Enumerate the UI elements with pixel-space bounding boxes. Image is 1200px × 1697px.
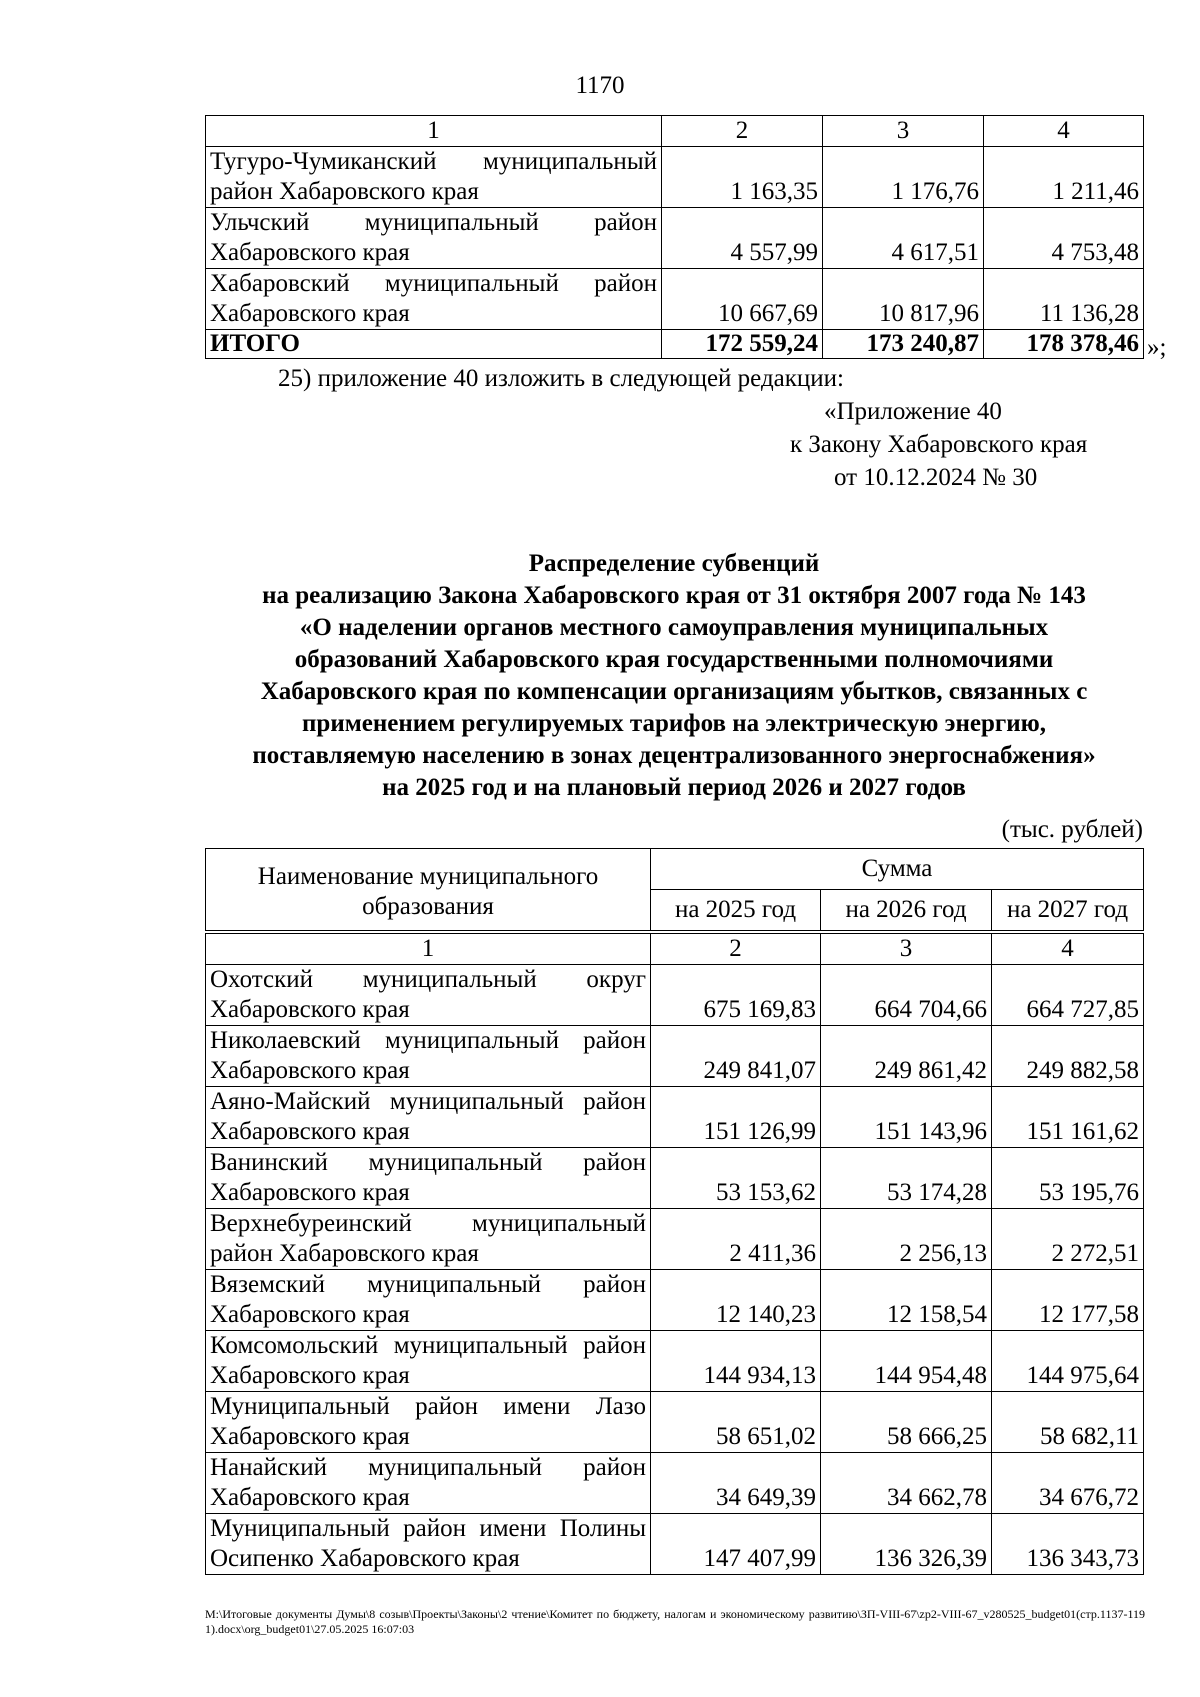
file-path-footer: М:\Итоговые документы Думы\8 созыв\Проекты\Законы\2 чтение\Комитет по бюджету, налогам и экономическому развитию\ЗП-VIII-67\zp2-VIII-67_v280525_budget01(стр.1137-1191).docx\org_budget01\27.05.2025 16:07:03 (205, 1607, 1145, 1636)
value-2026: 144 954,48 (821, 1331, 992, 1392)
table-row (206, 208, 1144, 269)
subsidy-table (205, 848, 1144, 1575)
value-2025: 58 651,02 (651, 1392, 821, 1453)
col-number: 3 (823, 116, 984, 147)
municipality-name: Муниципальный район имени Лазо Хабаровского края (206, 1392, 651, 1453)
table-row (206, 147, 1144, 208)
header-2026: на 2026 год (821, 890, 992, 933)
total-2025: 172 559,24 (662, 330, 823, 359)
value-2025: 2 411,36 (651, 1209, 821, 1270)
total-row (206, 330, 1144, 359)
value-2026: 53 174,28 (821, 1148, 992, 1209)
col-number: 1 (206, 116, 662, 147)
title-line: Распределение субвенций (528, 550, 820, 577)
value-2026: 136 326,39 (821, 1514, 992, 1575)
total-2026: 173 240,87 (823, 330, 984, 359)
appendix-line: к Закону Хабаровского края (790, 431, 1088, 458)
header-sum: Сумма (651, 849, 1144, 890)
value-2026: 1 176,76 (823, 147, 984, 208)
table-row (206, 1148, 1144, 1209)
value-2025: 1 163,35 (662, 147, 823, 208)
amendment-instruction: 25) приложение 40 изложить в следующей редакции: (278, 365, 844, 392)
municipality-name: Нанайский муниципальный район Хабаровского края (206, 1453, 651, 1514)
value-2027: 34 676,72 (992, 1453, 1144, 1514)
table-row (206, 1087, 1144, 1148)
municipality-name: Ульчский муниципальный район Хабаровского края (206, 208, 662, 269)
header-2027: на 2027 год (992, 890, 1144, 933)
value-2027: 664 727,85 (992, 965, 1144, 1026)
value-2027: 58 682,11 (992, 1392, 1144, 1453)
title-line: поставляемую населению в зонах децентрализованного энергоснабжения» (252, 742, 1096, 769)
table-row (206, 269, 1144, 330)
total-label: ИТОГО (206, 330, 662, 359)
table-row (206, 1392, 1144, 1453)
value-2027: 151 161,62 (992, 1087, 1144, 1148)
col-number: 4 (992, 932, 1144, 965)
header-2025: на 2025 год (651, 890, 821, 933)
municipality-name: Верхнебуреинский муниципальный район Хабаровского края (206, 1209, 651, 1270)
title-line: Хабаровского края по компенсации организациям убытков, связанных с (260, 678, 1088, 705)
table-row (206, 1026, 1144, 1087)
total-2027: 178 378,46 (984, 330, 1144, 359)
col-number: 2 (662, 116, 823, 147)
value-2025: 10 667,69 (662, 269, 823, 330)
value-2025: 34 649,39 (651, 1453, 821, 1514)
value-2025: 675 169,83 (651, 965, 821, 1026)
value-2027: 53 195,76 (992, 1148, 1144, 1209)
value-2027: 4 753,48 (984, 208, 1144, 269)
column-number-row (206, 932, 1144, 965)
value-2026: 10 817,96 (823, 269, 984, 330)
unit-label: (тыс. рублей) (1001, 816, 1143, 843)
value-2026: 664 704,66 (821, 965, 992, 1026)
value-2026: 2 256,13 (821, 1209, 992, 1270)
col-number: 2 (651, 932, 821, 965)
table-header-row (206, 849, 1144, 890)
value-2025: 147 407,99 (651, 1514, 821, 1575)
municipality-name: Николаевский муниципальный район Хабаровского края (206, 1026, 651, 1087)
closing-quote: »; (1147, 334, 1167, 361)
municipality-name: Тугуро-Чумиканский муниципальный район Хабаровского края (206, 147, 662, 208)
appendix-line: от 10.12.2024 № 30 (834, 464, 1038, 491)
value-2027: 136 343,73 (992, 1514, 1144, 1575)
value-2025: 53 153,62 (651, 1148, 821, 1209)
value-2027: 144 975,64 (992, 1331, 1144, 1392)
table-row (206, 1270, 1144, 1331)
value-2026: 4 617,51 (823, 208, 984, 269)
col-number: 3 (821, 932, 992, 965)
table-row (206, 1331, 1144, 1392)
value-2026: 249 861,42 (821, 1026, 992, 1087)
value-2025: 151 126,99 (651, 1087, 821, 1148)
table-row (206, 965, 1144, 1026)
title-line: на реализацию Закона Хабаровского края от 31 октября 2007 года № 143 (262, 582, 1086, 609)
page-number: 1170 (575, 72, 625, 99)
title-line: «О наделении органов местного самоуправления муниципальных (299, 614, 1049, 641)
value-2025: 144 934,13 (651, 1331, 821, 1392)
appendix-line: «Приложение 40 (824, 398, 1002, 425)
value-2027: 11 136,28 (984, 269, 1144, 330)
value-2027: 249 882,58 (992, 1026, 1144, 1087)
table-header-row (206, 116, 1144, 147)
continued-table (205, 115, 1144, 359)
value-2026: 151 143,96 (821, 1087, 992, 1148)
value-2026: 12 158,54 (821, 1270, 992, 1331)
col-number: 1 (206, 932, 651, 965)
municipality-name: Охотский муниципальный округ Хабаровского края (206, 965, 651, 1026)
value-2026: 34 662,78 (821, 1453, 992, 1514)
col-number: 4 (984, 116, 1144, 147)
value-2025: 4 557,99 (662, 208, 823, 269)
value-2025: 12 140,23 (651, 1270, 821, 1331)
title-line: на 2025 год и на плановый период 2026 и 2027 годов (382, 774, 966, 801)
value-2025: 249 841,07 (651, 1026, 821, 1087)
title-line: образований Хабаровского края государственными полномочиями (294, 646, 1054, 673)
value-2027: 1 211,46 (984, 147, 1144, 208)
municipality-name: Муниципальный район имени Полины Осипенко Хабаровского края (206, 1514, 651, 1575)
table-row (206, 1514, 1144, 1575)
header-municipality: Наименование муниципального образования (206, 849, 651, 933)
municipality-name: Комсомольский муниципальный район Хабаровского края (206, 1331, 651, 1392)
municipality-name: Хабаровский муниципальный район Хабаровского края (206, 269, 662, 330)
table-row (206, 1453, 1144, 1514)
document-title (205, 548, 1143, 804)
municipality-name: Вяземский муниципальный район Хабаровского края (206, 1270, 651, 1331)
value-2027: 12 177,58 (992, 1270, 1144, 1331)
value-2027: 2 272,51 (992, 1209, 1144, 1270)
appendix-reference (790, 395, 1150, 494)
title-line: применением регулируемых тарифов на электрическую энергию, (302, 710, 1046, 737)
table-row (206, 1209, 1144, 1270)
municipality-name: Ванинский муниципальный район Хабаровского края (206, 1148, 651, 1209)
value-2026: 58 666,25 (821, 1392, 992, 1453)
municipality-name: Аяно-Майский муниципальный район Хабаровского края (206, 1087, 651, 1148)
